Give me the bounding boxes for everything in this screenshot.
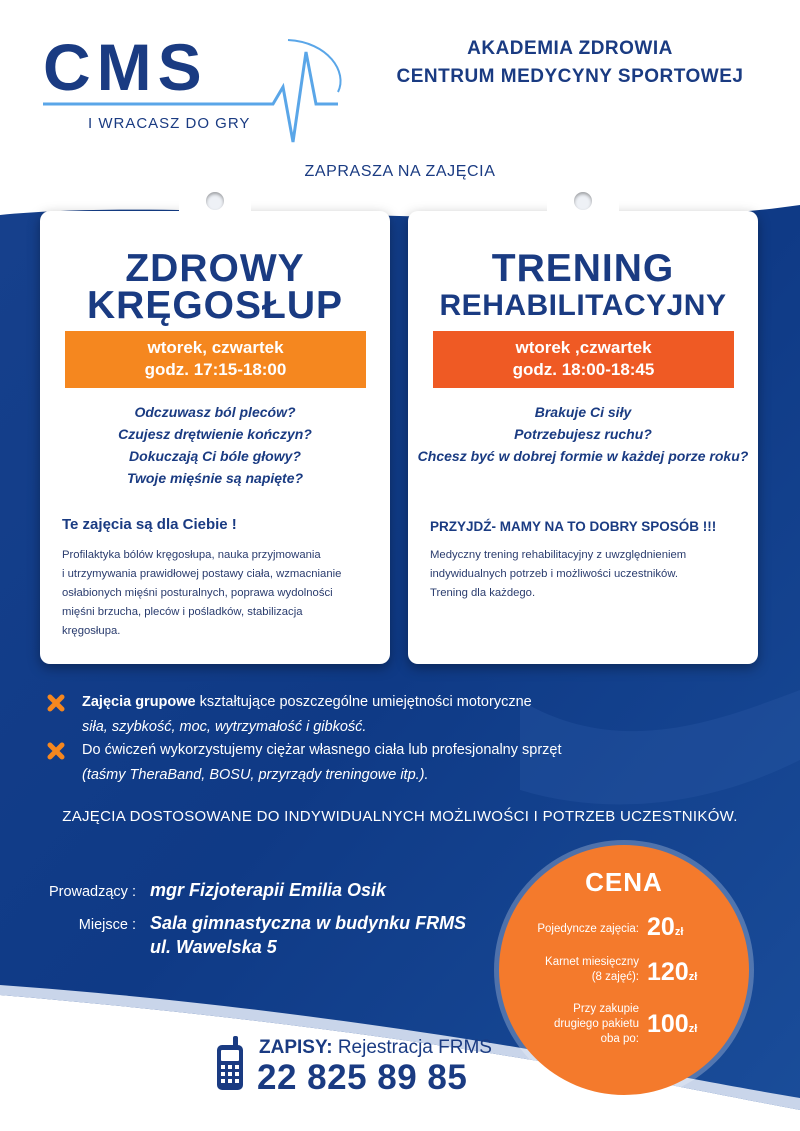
- question: Potrzebujesz ruchu?: [514, 426, 652, 442]
- price-label-line: Pojedyncze zajęcia:: [537, 923, 639, 935]
- price-label-line: drugiego pakietu: [553, 1018, 639, 1030]
- price-currency: zł: [688, 971, 698, 983]
- registration-label: [259, 1037, 492, 1059]
- price-label-line: Karnet miesięczny: [545, 956, 639, 968]
- place-label: Miejsce :: [78, 917, 136, 933]
- bullet-line: [82, 742, 562, 758]
- card-rehab-training: [408, 211, 758, 664]
- card-description: [430, 546, 736, 603]
- price-label: [554, 1002, 639, 1047]
- price-value: [647, 958, 697, 987]
- card-hanger: [547, 183, 619, 227]
- logo-text: CMS: [43, 32, 208, 104]
- registration-heading: ZAPISY:: [259, 1037, 333, 1058]
- card-healthy-spine: [40, 211, 390, 664]
- description-line: Trening dla każdego.: [430, 587, 536, 599]
- phone-icon: [215, 1036, 245, 1092]
- cms-logo: [38, 32, 348, 152]
- question: Brakuje Ci siły: [534, 404, 632, 420]
- bullet-text: Do ćwiczeń wykorzystujemy ciężar własnego ciała lub profesjonalny sprzęt: [82, 742, 562, 758]
- price-currency: zł: [674, 926, 684, 938]
- price-label-line: (8 zajęć):: [591, 971, 639, 983]
- schedule-hours: godz. 17:15-18:00: [144, 360, 287, 379]
- phone-number[interactable]: 22 825 89 85: [257, 1058, 468, 1097]
- card-description: [62, 546, 368, 641]
- bullet-sub: (taśmy TheraBand, BOSU, przyrządy treningowe itp.).: [82, 767, 429, 783]
- question: Czujesz drętwienie kończyn?: [118, 426, 312, 442]
- registration-text: Rejestracja FRMS: [332, 1037, 492, 1058]
- price-amount: 100: [647, 1010, 689, 1038]
- schedule-days: wtorek ,czwartek: [515, 338, 652, 357]
- price-value: [647, 913, 683, 942]
- card-hanger: [179, 183, 251, 227]
- card-title-line-2: KRĘGOSŁUP: [86, 284, 344, 327]
- card-title-line-1: ZDROWY: [125, 247, 305, 290]
- description-line: osłabionych mięśni posturalnych, poprawa wydolności: [62, 587, 333, 599]
- cross-bullet-icon: [47, 694, 65, 712]
- card-subheading: Te zajęcia są dla Ciebie !: [62, 516, 237, 533]
- questions-list: [408, 401, 758, 467]
- cross-bullet-icon: [47, 742, 65, 760]
- question: Chcesz być w dobrej formie w każdej porze roku?: [417, 448, 749, 464]
- bullet-text: kształtujące poszczególne umiejętności motoryczne: [195, 694, 532, 710]
- description-line: indywidualnych potrzeb i możliwości uczestników.: [430, 568, 679, 580]
- price-label-line: oba po:: [600, 1033, 639, 1045]
- price-title: CENA: [585, 867, 663, 897]
- schedule-days: wtorek, czwartek: [147, 338, 284, 357]
- question: Twoje mięśnie są napięte?: [126, 470, 304, 486]
- instructor-label: Prowadzący :: [48, 884, 136, 900]
- description-line: i utrzymywania prawidłowej postawy ciała, wzmacnianie: [62, 568, 342, 580]
- price-currency: zł: [688, 1023, 698, 1035]
- question: Dokuczają Ci bóle głowy?: [129, 448, 301, 464]
- questions-list: [40, 401, 390, 489]
- price-amount: 20: [647, 913, 675, 941]
- description-line: Profilaktyka bólów kręgosłupa, nauka przyjmowania: [62, 549, 321, 561]
- instructor-name: mgr Fizjoterapii Emilia Osik: [150, 880, 387, 900]
- logo-tagline: I WRACASZ DO GRY: [88, 115, 251, 132]
- schedule-hours: godz. 18:00-18:45: [512, 360, 655, 379]
- price-value: [647, 1010, 697, 1039]
- place-line-1: Sala gimnastyczna w budynku FRMS: [150, 913, 467, 933]
- question: Odczuwasz ból pleców?: [134, 404, 296, 420]
- price-label: [545, 955, 639, 985]
- price-circle: [499, 845, 749, 1095]
- card-title-line-2: REHABILITACYJNY: [439, 289, 727, 322]
- description-line: kręgosłupa.: [62, 625, 121, 637]
- header-line-2: CENTRUM MEDYCYNY SPORTOWEJ: [396, 66, 744, 87]
- bullet-bold: Zajęcia grupowe: [82, 694, 196, 710]
- place-line-2: ul. Wawelska 5: [150, 937, 277, 957]
- invite-text: ZAPRASZA NA ZAJĘCIA: [304, 163, 496, 180]
- schedule-box: [65, 331, 366, 388]
- schedule-box: [433, 331, 734, 388]
- card-title-line-1: TRENING: [491, 247, 675, 290]
- card-subheading: PRZYJDŹ- MAMY NA TO DOBRY SPOSÓB !!!: [430, 519, 717, 534]
- price-amount: 120: [647, 958, 689, 986]
- description-line: Medyczny trening rehabilitacyjny z uwzględnieniem: [430, 549, 687, 561]
- price-label: [537, 922, 639, 937]
- bullet-sub: siła, szybkość, moc, wytrzymałość i gibkość.: [82, 719, 367, 735]
- adapted-notice: ZAJĘCIA DOSTOSOWANE DO INDYWIDUALNYCH MOŻLIWOŚCI I POTRZEB UCZESTNIKÓW.: [62, 808, 738, 825]
- header-line-1: AKADEMIA ZDROWIA: [467, 38, 673, 59]
- price-label-line: Przy zakupie: [573, 1003, 639, 1015]
- bullet-line: [82, 694, 532, 710]
- description-line: mięśni brzucha, pleców i pośladków, stabilizacja: [62, 606, 303, 618]
